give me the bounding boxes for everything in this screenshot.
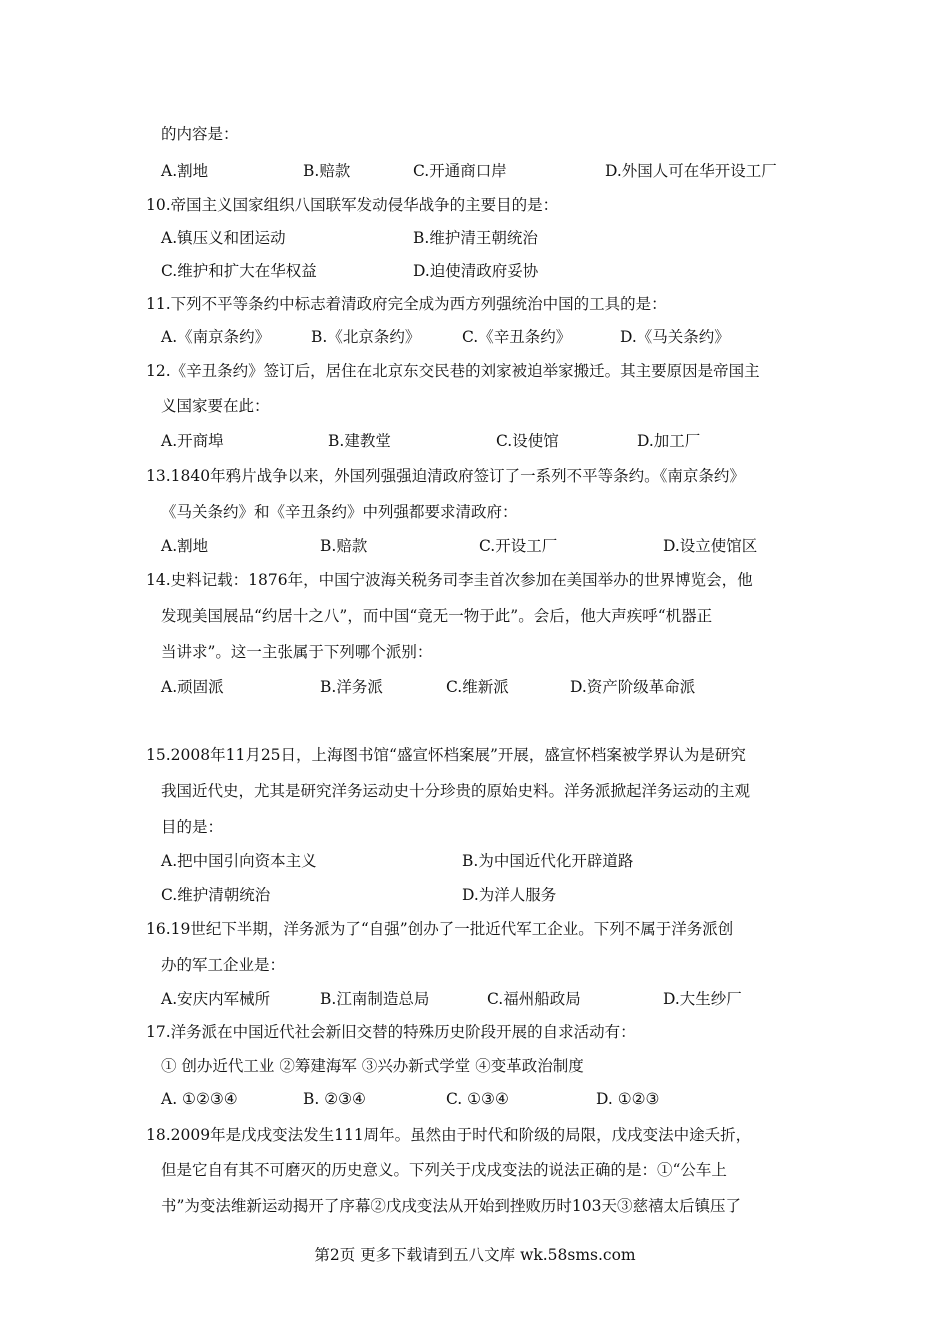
q13-stem-line-1: 13.1840年鸦片战争以来，外国列强强迫清政府签订了一系列不平等条约。《南京条约》: [146, 467, 745, 485]
q14-stem-line-2: 发现美国展品“约居十之八”，而中国“竟无一物于此”。会后，他大声疾呼“机器正: [161, 607, 713, 625]
q14-option-c: C.维新派: [446, 678, 509, 696]
q17-option-d: D. ①②③: [596, 1090, 660, 1108]
q12-option-c: C.设使馆: [496, 432, 559, 450]
q11-option-a: A.《南京条约》: [161, 328, 271, 346]
q12-option-b: B.建教堂: [328, 432, 391, 450]
q15-option-b: B.为中国近代化开辟道路: [462, 852, 634, 870]
q17-items: ① 创办近代工业 ②筹建海军 ③兴办新式学堂 ④变革政治制度: [161, 1057, 584, 1075]
q13-option-a: A.割地: [161, 537, 209, 555]
q17-option-b: B. ②③④: [303, 1090, 366, 1108]
q15-option-d: D.为洋人服务: [462, 886, 557, 904]
q15-stem-line-3: 目的是：: [161, 818, 224, 836]
q10-option-b: B.维护清王朝统治: [413, 229, 538, 247]
q11-option-c: C.《辛丑条约》: [462, 328, 572, 346]
q12-stem-line-2: 义国家要在此：: [161, 397, 270, 415]
q11-option-b: B.《北京条约》: [311, 328, 421, 346]
q14-option-d: D.资产阶级革命派: [570, 678, 696, 696]
page-footer: 第2页 更多下载请到五八文库 wk.58sms.com: [314, 1246, 636, 1264]
q16-option-b: B.江南制造总局: [320, 990, 430, 1008]
q18-stem-line-2: 但是它自有其不可磨灭的历史意义。下列关于戊戌变法的说法正确的是：①“公车上: [161, 1161, 727, 1179]
q9-stem-tail: 的内容是：: [161, 125, 239, 143]
q18-stem-line-1: 18.2009年是戊戌变法发生111周年。虽然由于时代和阶级的局限，戊戌变法中途夭折，: [146, 1126, 752, 1144]
q14-option-a: A.顽固派: [161, 678, 224, 696]
q10-option-d: D.迫使清政府妥协: [413, 262, 539, 280]
q16-option-a: A.安庆内军械所: [161, 990, 271, 1008]
q11-stem: 11.下列不平等条约中标志着清政府完全成为西方列强统治中国的工具的是：: [146, 295, 667, 313]
q15-option-c: C.维护清朝统治: [161, 886, 271, 904]
q10-option-a: A.镇压义和团运动: [161, 229, 286, 247]
q13-stem-line-2: 《马关条约》和《辛丑条约》中列强都要求清政府：: [161, 503, 518, 521]
q13-option-c: C.开设工厂: [479, 537, 558, 555]
q9-option-b: B.赔款: [303, 162, 351, 180]
q18-stem-line-3: 书”为变法维新运动揭开了序幕②戊戌变法从开始到挫败历时103天③慈禧太后镇压了: [161, 1197, 742, 1215]
q10-option-c: C.维护和扩大在华权益: [161, 262, 317, 280]
q12-option-d: D.加工厂: [637, 432, 701, 450]
q16-option-c: C.福州船政局: [487, 990, 581, 1008]
q9-option-a: A.割地: [161, 162, 209, 180]
q14-stem-line-3: 当讲求”。这一主张属于下列哪个派别：: [161, 643, 433, 661]
q14-stem-line-1: 14.史料记载：1876年，中国宁波海关税务司李圭首次参加在美国举办的世界博览会，他: [146, 571, 753, 589]
q16-option-d: D.大生纱厂: [663, 990, 742, 1008]
q13-option-d: D.设立使馆区: [663, 537, 758, 555]
q15-option-a: A.把中国引向资本主义: [161, 852, 317, 870]
q15-stem-line-1: 15.2008年11月25日，上海图书馆“盛宣怀档案展”开展，盛宣怀档案被学界认为是研究: [146, 746, 746, 764]
q9-option-d: D.外国人可在华开设工厂: [605, 162, 777, 180]
q13-option-b: B.赔款: [320, 537, 368, 555]
q17-option-c: C. ①③④: [446, 1090, 509, 1108]
q16-stem-line-1: 16.19世纪下半期，洋务派为了“自强”创办了一批近代军工企业。下列不属于洋务派创: [146, 920, 734, 938]
q17-stem: 17.洋务派在中国近代社会新旧交替的特殊历史阶段开展的自求活动有：: [146, 1023, 636, 1041]
q11-option-d: D.《马关条约》: [620, 328, 730, 346]
q9-option-c: C.开通商口岸: [413, 162, 507, 180]
q16-stem-line-2: 办的军工企业是：: [161, 956, 286, 974]
q12-stem-line-1: 12.《辛丑条约》签订后，居住在北京东交民巷的刘家被迫举家搬迁。其主要原因是帝国主: [146, 362, 760, 380]
q14-option-b: B.洋务派: [320, 678, 383, 696]
q10-stem: 10.帝国主义国家组织八国联军发动侵华战争的主要目的是：: [146, 196, 559, 214]
q17-option-a: A. ①②③④: [161, 1090, 238, 1108]
q15-stem-line-2: 我国近代史，尤其是研究洋务运动史十分珍贵的原始史料。洋务派掀起洋务运动的主观: [161, 782, 751, 800]
q12-option-a: A.开商埠: [161, 432, 224, 450]
